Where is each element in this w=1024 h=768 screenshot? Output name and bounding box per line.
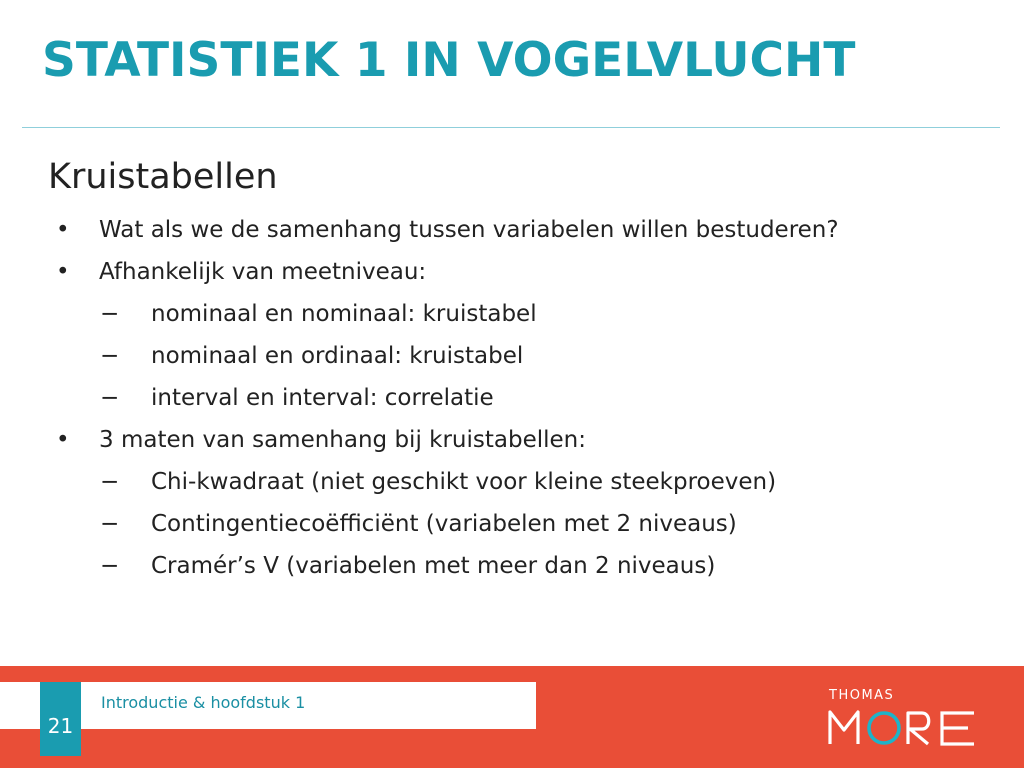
dash-marker: − <box>100 511 120 537</box>
bullet-text: nominaal en nominaal: kruistabel <box>151 301 537 327</box>
bullet-marker: • <box>56 217 70 243</box>
dash-marker: − <box>100 469 120 495</box>
bullet-text: interval en interval: correlatie <box>151 385 494 411</box>
bullet-text: 3 maten van samenhang bij kruistabellen: <box>99 427 586 453</box>
section-heading: Kruistabellen <box>48 157 278 197</box>
footer-label: Introductie & hoofdstuk 1 <box>101 693 306 712</box>
dash-marker: − <box>100 385 120 411</box>
dash-marker: − <box>100 343 120 369</box>
dash-marker: − <box>100 301 120 327</box>
bullet-text: Afhankelijk van meetniveau: <box>99 259 427 285</box>
bullet-item <box>48 251 988 293</box>
sub-bullet-item <box>48 545 988 587</box>
sub-bullet-item <box>48 293 988 335</box>
slide-content <box>48 152 988 587</box>
sub-bullet-item <box>48 377 988 419</box>
sub-bullet-item <box>48 503 988 545</box>
title-divider <box>22 127 1000 128</box>
bullet-text: Contingentiecoëfficiënt (variabelen met 2 niveaus) <box>151 511 737 537</box>
bullet-text: nominaal en ordinaal: kruistabel <box>151 343 524 369</box>
slide-title: STATISTIEK 1 IN VOGELVLUCHT <box>42 33 856 88</box>
sub-bullet-item <box>48 461 988 503</box>
bullet-text: Wat als we de samenhang tussen variabelen willen bestuderen? <box>99 217 839 243</box>
bullet-marker: • <box>56 427 70 453</box>
bullet-marker: • <box>56 259 70 285</box>
dash-marker: − <box>100 553 120 579</box>
bullet-list <box>48 209 988 587</box>
bullet-text: Cramér’s V (variabelen met meer dan 2 niveaus) <box>151 553 716 579</box>
bullet-item <box>48 209 988 251</box>
sub-bullet-item <box>48 335 988 377</box>
logo-top-text: THOMAS <box>829 688 895 703</box>
page-number: 21 <box>40 682 81 756</box>
bullet-item <box>48 419 988 461</box>
thomas-more-logo <box>828 686 978 748</box>
bullet-text: Chi-kwadraat (niet geschikt voor kleine steekproeven) <box>151 469 777 495</box>
